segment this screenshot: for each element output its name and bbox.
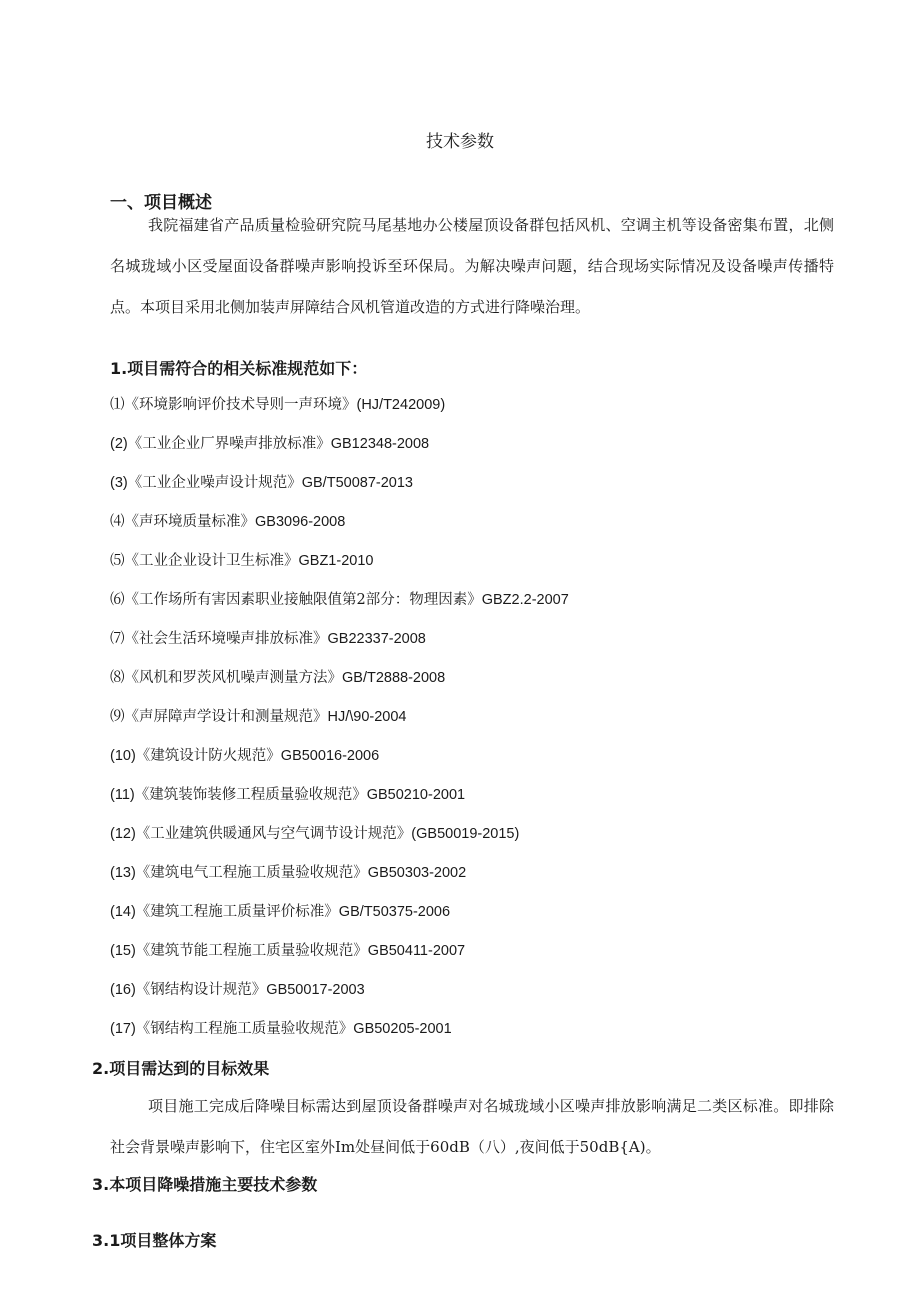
standard-number: ⑼: [110, 709, 125, 725]
standard-number: (2): [110, 436, 128, 452]
standard-item: [110, 503, 569, 542]
standard-title: 《钢结构工程施工质量验收规范》: [135, 1021, 354, 1037]
standard-number: (17): [110, 1021, 136, 1037]
standard-item: [110, 1010, 569, 1049]
standard-number: (10): [110, 748, 136, 764]
standard-number: ⑷: [110, 514, 125, 530]
standard-title: 《声环境质量标准》: [124, 514, 255, 530]
standard-item: [110, 932, 569, 971]
target-paragraph: 项目施工完成后降噪目标需达到屋顶设备群噪声对名城珑域小区噪声排放影响满足二类区标准。即排除社会背景噪声影响下，住宅区室外Im处昼间低于60dB（八）,夜间低于50dB{A)。: [110, 1097, 834, 1156]
standard-code: GB22337-2008: [327, 631, 426, 647]
standard-title: 《环境影响评价技术导则一声环境》: [124, 397, 357, 413]
standard-number: (3): [110, 475, 128, 491]
standard-code: GBZ1-2010: [298, 553, 374, 569]
standard-item: [110, 698, 569, 737]
standard-item: [110, 620, 569, 659]
standard-item: [110, 971, 569, 1010]
standard-code: GB/T50375-2006: [338, 904, 451, 920]
standard-code: GB50411-2007: [367, 943, 466, 959]
standard-item: [110, 542, 569, 581]
standard-number: ⑸: [110, 553, 125, 569]
standard-title: 《工业建筑供暖通风与空气调节设计规范》: [135, 826, 412, 842]
standard-number: (16): [110, 982, 136, 998]
standard-item: [110, 464, 569, 503]
standard-item: [110, 659, 569, 698]
standard-title: 《钢结构设计规范》: [135, 982, 267, 998]
standard-code: GBZ2.2-2007: [481, 592, 569, 608]
standard-title: 《风机和罗茨风机噪声测量方法》: [124, 670, 342, 686]
standards-heading: 1.项目需符合的相关标准规范如下：: [110, 359, 368, 378]
standard-code: GB50303-2002: [367, 865, 467, 881]
standard-item: [110, 425, 569, 464]
standard-code: (HJ/T242009): [356, 397, 446, 413]
standard-code: GB50210-2001: [366, 787, 466, 803]
technical-params-heading: 3.本项目降噪措施主要技术参数: [92, 1175, 318, 1194]
standard-code: GB50016-2006: [280, 748, 380, 764]
standard-number: ⑻: [110, 670, 125, 686]
standard-code: GB50017-2003: [266, 982, 365, 998]
standard-title: 《工业企业噪声设计规范》: [127, 475, 302, 491]
standard-code: GB3096-2008: [255, 514, 346, 530]
standard-number: (13): [110, 865, 136, 881]
standard-number: (12): [110, 826, 136, 842]
standard-code: GB/T50087-2013: [301, 475, 413, 491]
standard-item: [110, 776, 569, 815]
standard-title: 《建筑工程施工质量评价标准》: [135, 904, 339, 920]
overall-plan-heading: 3.1项目整体方案: [92, 1231, 217, 1250]
standard-item: [110, 815, 569, 854]
standard-item: [110, 581, 569, 620]
standard-title: 《工作场所有害因素职业接触限值第2部分：物理因素》: [124, 592, 482, 608]
standard-title: 《声屏障声学设计和测量规范》: [124, 709, 328, 725]
standard-item: [110, 737, 569, 776]
standard-number: (11): [110, 787, 135, 803]
section-heading-overview: 一、项目概述: [110, 193, 212, 213]
standard-code: GB50205-2001: [353, 1021, 452, 1037]
standard-title: 《建筑节能工程施工质量验收规范》: [135, 943, 368, 959]
standard-number: ⑹: [110, 592, 125, 608]
standard-title: 《建筑装饰装修工程质量验收规范》: [134, 787, 367, 803]
document-title: 技术参数: [426, 132, 494, 152]
standard-number: (14): [110, 904, 136, 920]
standard-item: [110, 893, 569, 932]
standard-item: [110, 386, 569, 425]
standard-title: 《建筑电气工程施工质量验收规范》: [135, 865, 368, 881]
standard-code: GB/T2888-2008: [342, 670, 446, 686]
standard-title: 《工业企业厂界噪声排放标准》: [127, 436, 331, 452]
standard-title: 《工业企业设计卫生标准》: [124, 553, 299, 569]
standard-item: [110, 854, 569, 893]
standard-number: ⑺: [110, 631, 125, 647]
standard-title: 《社会生活环境噪声排放标准》: [124, 631, 328, 647]
standard-code: HJ/\90-2004: [327, 709, 407, 725]
standard-number: (15): [110, 943, 136, 959]
standard-title: 《建筑设计防火规范》: [135, 748, 281, 764]
standards-list: [110, 386, 569, 1049]
standard-code: (GB50019-2015): [411, 826, 520, 842]
target-heading: 2.项目需达到的目标效果: [92, 1059, 270, 1078]
standard-code: GB12348-2008: [330, 436, 430, 452]
standard-number: ⑴: [110, 397, 125, 413]
overview-paragraph: 我院福建省产品质量检验研究院马尾基地办公楼屋顶设备群包括风机、空调主机等设备密集布置，北侧名城珑域小区受屋面设备群噪声影响投诉至环保局。为解决噪声问题，结合现场实际情况及设备噪声传播特点。本项目采用北侧加装声屏障结合风机管道改造的方式进行降噪治理。: [110, 216, 834, 316]
